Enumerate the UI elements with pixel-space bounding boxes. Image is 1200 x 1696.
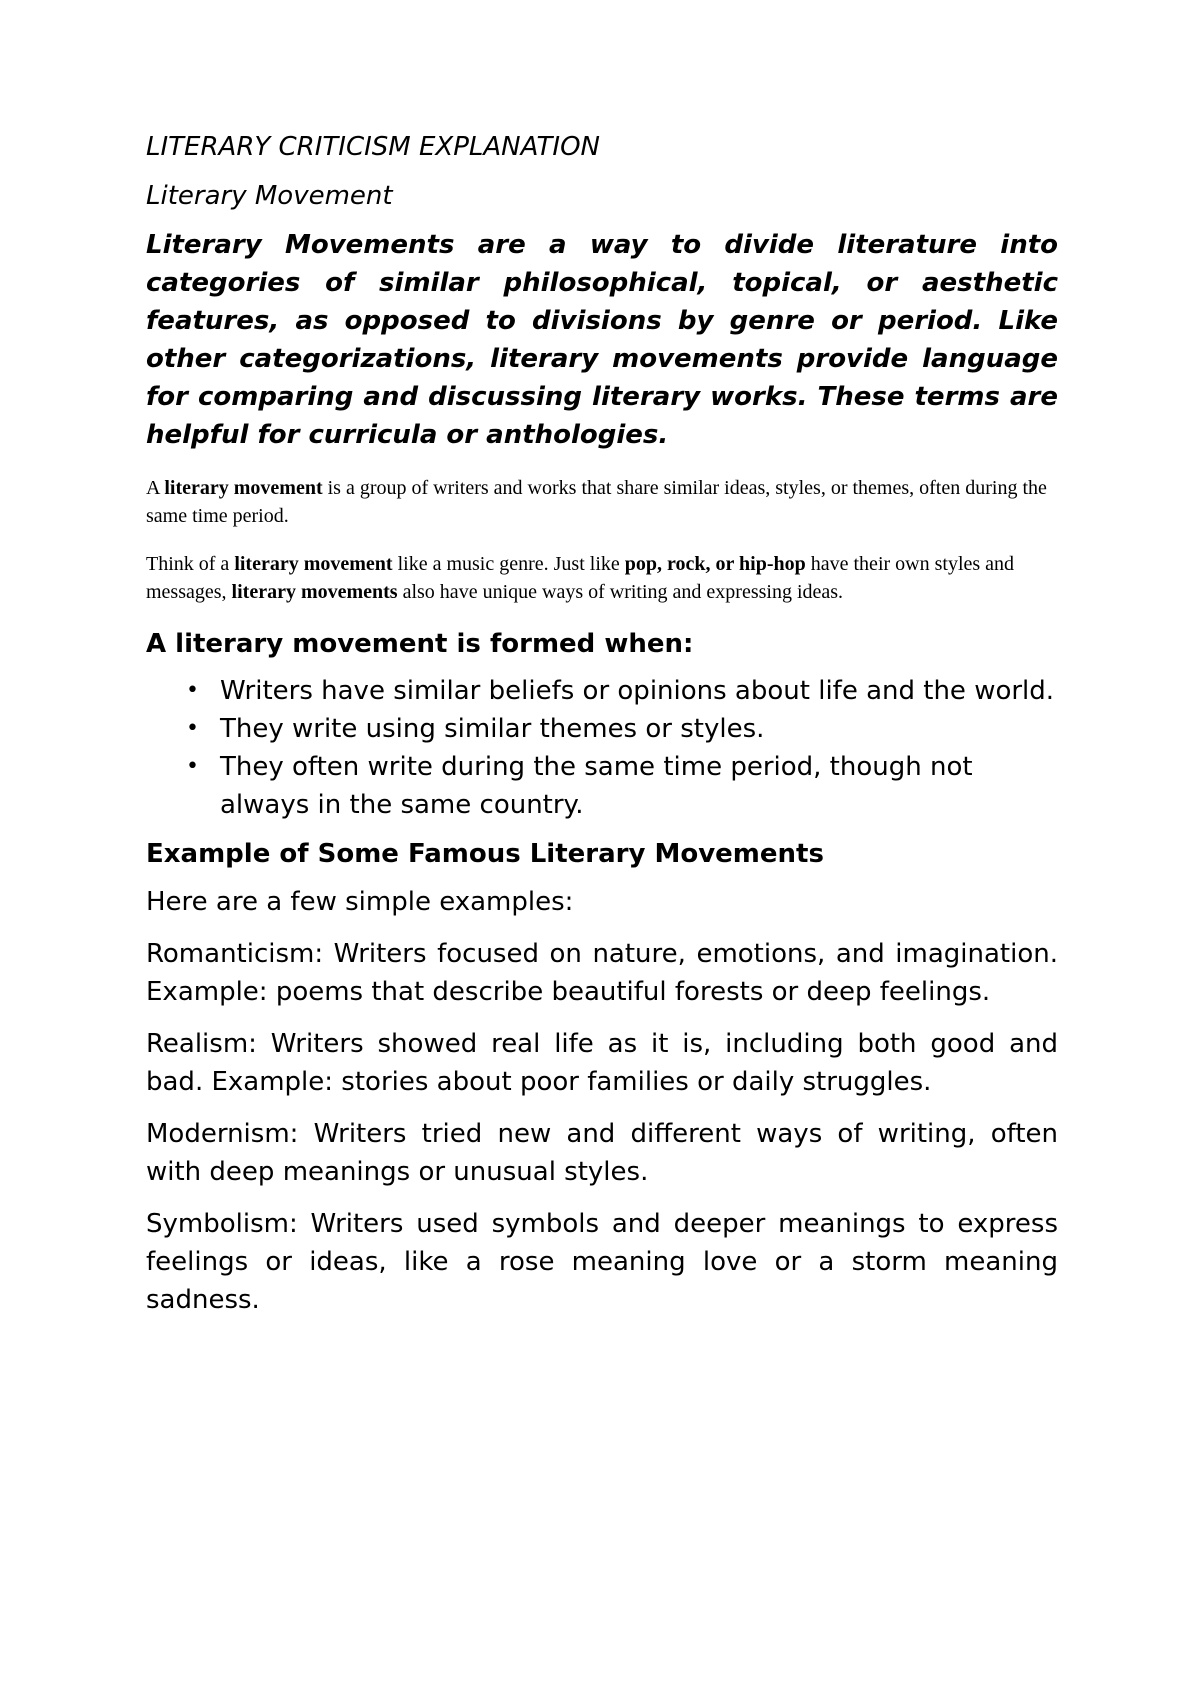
list-item-text: Writers have similar beliefs or opinions about life and the world.	[220, 676, 1055, 707]
definition-paragraph	[146, 474, 1058, 530]
list-item	[146, 672, 1058, 710]
music-text-2: like a music genre. Just like	[392, 553, 625, 575]
list-item	[146, 748, 1058, 824]
movement-realism: Realism: Writers showed real life as it is, including both good and bad. Example: stories about poor families or daily struggles.	[146, 1028, 1058, 1097]
music-text-3: have their own styles and messages,	[146, 553, 1015, 603]
music-text-1: Think of a	[146, 553, 235, 575]
section-subtitle: Literary Movement	[146, 181, 393, 211]
movement-romanticism: Romanticism: Writers focused on nature, emotions, and imagination. Example: poems that describe beautiful forests or deep feelings.	[146, 938, 1058, 1007]
document-body	[146, 128, 1058, 1333]
movement-symbolism: Symbolism: Writers used symbols and deeper meanings to express feelings or ideas, like a rose meaning love or a storm meaning sadness.	[146, 1208, 1058, 1315]
examples-heading: Example of Some Famous Literary Movements	[146, 839, 824, 870]
list-item-text: They often write during the same time period, though not always in the same country.	[220, 752, 973, 821]
list-item	[146, 710, 1058, 748]
document-title: LITERARY CRITICISM EXPLANATION	[146, 132, 600, 162]
bullet-icon: •	[186, 716, 199, 742]
definition-bold-term: literary movement	[164, 477, 323, 499]
formed-bullet-list	[146, 672, 1058, 824]
definition-text-2: is a group of writers and works that share similar ideas, styles, or themes, often during the same time period.	[146, 477, 1047, 527]
music-genre-paragraph	[146, 550, 1058, 606]
music-bold-1: literary movement	[234, 553, 393, 575]
formed-heading: A literary movement is formed when:	[146, 629, 694, 659]
definition-text-1: A	[146, 477, 165, 499]
list-item-text: They write using similar themes or styles.	[220, 714, 765, 745]
bullet-icon: •	[186, 754, 199, 780]
music-bold-3: literary movements	[231, 581, 398, 603]
examples-intro: Here are a few simple examples:	[146, 886, 574, 917]
movement-modernism: Modernism: Writers tried new and different ways of writing, often with deep meanings or unusual styles.	[146, 1118, 1058, 1187]
music-bold-2: pop, rock, or hip-hop	[624, 553, 806, 575]
music-text-4: also have unique ways of writing and expressing ideas.	[397, 581, 844, 603]
intro-paragraph: Literary Movements are a way to divide literature into categories of similar philosophical, topical, or aesthetic features, as opposed to divisions by genre or period. Like other categorizations, literary movements provide language for comparing and discussing literary works. These terms are helpful for curricula or anthologies.	[146, 230, 1058, 450]
bullet-icon: •	[186, 678, 199, 704]
